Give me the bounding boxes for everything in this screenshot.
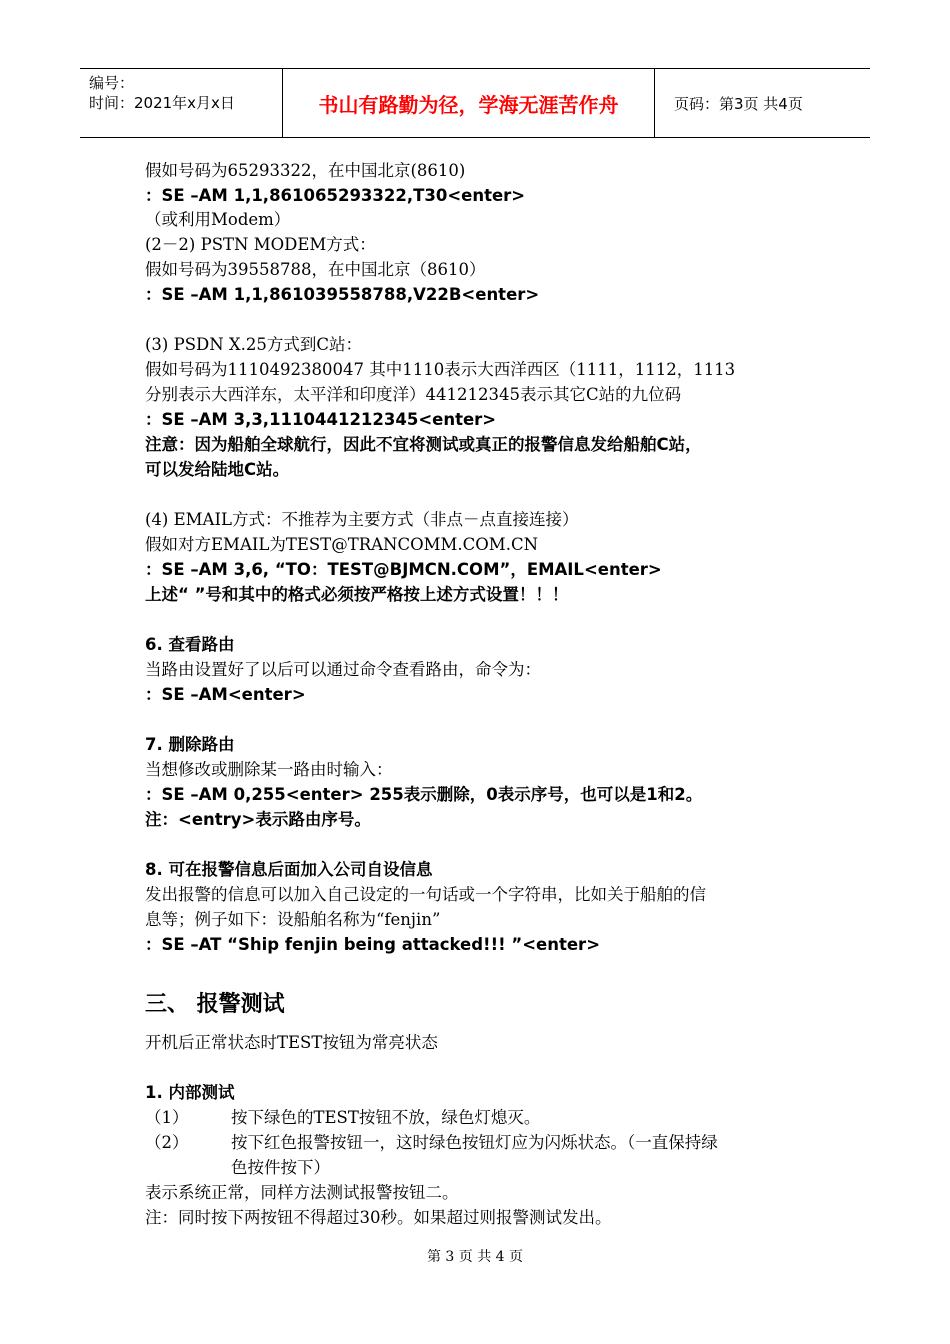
paragraph-line: 假如对方EMAIL为TEST@TRANCOMM.COM.CN xyxy=(145,535,539,554)
number-label: 编号： xyxy=(89,74,135,92)
command-line: ：SE –AM<enter> xyxy=(145,685,306,704)
page-info-text: 页码：第3页 共4页 xyxy=(674,94,803,113)
paragraph-line: (2－2) PSTN MODEM方式： xyxy=(145,235,376,254)
section-heading: 8. 可在报警信息后面加入公司自设信息 xyxy=(145,860,433,879)
list-continuation: 色按件按下） xyxy=(231,1158,330,1177)
chapter-heading: 三、 报警测试 xyxy=(145,992,285,1017)
paragraph-line: 分别表示大西洋东，太平洋和印度洋）441212345表示其它C站的九位码 xyxy=(145,385,682,404)
section-heading: 7. 删除路由 xyxy=(145,735,235,754)
paragraph-line: 注：同时按下两按钮不得超过30秒。如果超过则报警测试发出。 xyxy=(145,1208,612,1227)
command-line: ：SE –AM 1,1,861065293322,T30<enter> xyxy=(145,186,526,205)
header-left-cell xyxy=(80,69,283,137)
paragraph-line: 当路由设置好了以后可以通过命令查看路由，命令为： xyxy=(145,660,541,679)
header-page-info xyxy=(664,69,870,137)
section-heading: 1. 内部测试 xyxy=(145,1083,235,1102)
page-footer: 第 3 页 共 4 页 xyxy=(426,1249,524,1265)
time-label: 时间：2021年x月x日 xyxy=(89,94,235,112)
list-text: 按下绿色的TEST按钮不放，绿色灯熄灭。 xyxy=(231,1108,541,1127)
command-line: ：SE –AM 3,6, “TO：TEST@BJMCN.COM”，EMAIL<enter> xyxy=(145,560,662,579)
command-line: ：SE –AM 1,1,861039558788,V22B<enter> xyxy=(145,285,540,304)
command-line: ：SE –AT “Ship fenjin being attacked!!! ”<enter> xyxy=(145,935,601,954)
paragraph-line: 假如号码为65293322，在中国北京(8610) xyxy=(145,161,466,180)
paragraph-line: 假如号码为1110492380047 其中1110表示大西洋西区（1111，1112，1113 xyxy=(145,360,736,379)
page-header xyxy=(80,68,870,138)
section-heading: 6. 查看路由 xyxy=(145,635,235,654)
list-text: 按下红色报警按钮一，这时绿色按钮灯应为闪烁状态。（一直保持绿 xyxy=(231,1133,718,1152)
paragraph-line: （或利用Modem） xyxy=(145,210,291,229)
paragraph-line: 发出报警的信息可以加入自己设定的一句话或一个字符串，比如关于船舶的信 xyxy=(145,885,706,904)
list-number: （2） xyxy=(145,1133,189,1152)
note-line: 注：<entry>表示路由序号。 xyxy=(145,810,371,829)
paragraph-line: 表示系统正常，同样方法测试报警按钮二。 xyxy=(145,1183,459,1202)
paragraph-line: 假如号码为39558788，在中国北京（8610） xyxy=(145,260,486,279)
paragraph-line: 开机后正常状态时TEST按钮为常亮状态 xyxy=(145,1033,438,1052)
list-item xyxy=(145,1132,718,1154)
note-line: 上述“ ”号和其中的格式必须按严格按上述方式设置！！！ xyxy=(145,585,569,604)
list-item xyxy=(145,1107,540,1129)
paragraph-line: (3) PSDN X.25方式到C站： xyxy=(145,335,363,354)
note-line: 可以发给陆地C站。 xyxy=(145,460,290,479)
paragraph-line: (4) EMAIL方式：不推荐为主要方式（非点－点直接连接） xyxy=(145,510,579,529)
note-line: 注意：因为船舶全球航行，因此不宜将测试或真正的报警信息发给船舶C站， xyxy=(145,435,702,454)
paragraph-line: 当想修改或删除某一路由时输入： xyxy=(145,760,393,779)
command-line: ：SE –AM 0,255<enter> 255表示删除，0表示序号，也可以是1和2。 xyxy=(145,785,703,804)
command-line: ：SE –AM 3,3,1110441212345<enter> xyxy=(145,410,497,429)
header-motto: 书山有路勤为径，学海无涯苦作舟 xyxy=(283,69,655,137)
list-number: （1） xyxy=(145,1108,189,1127)
paragraph-line: 息等；例子如下：设船舶名称为“fenjin” xyxy=(145,910,441,929)
